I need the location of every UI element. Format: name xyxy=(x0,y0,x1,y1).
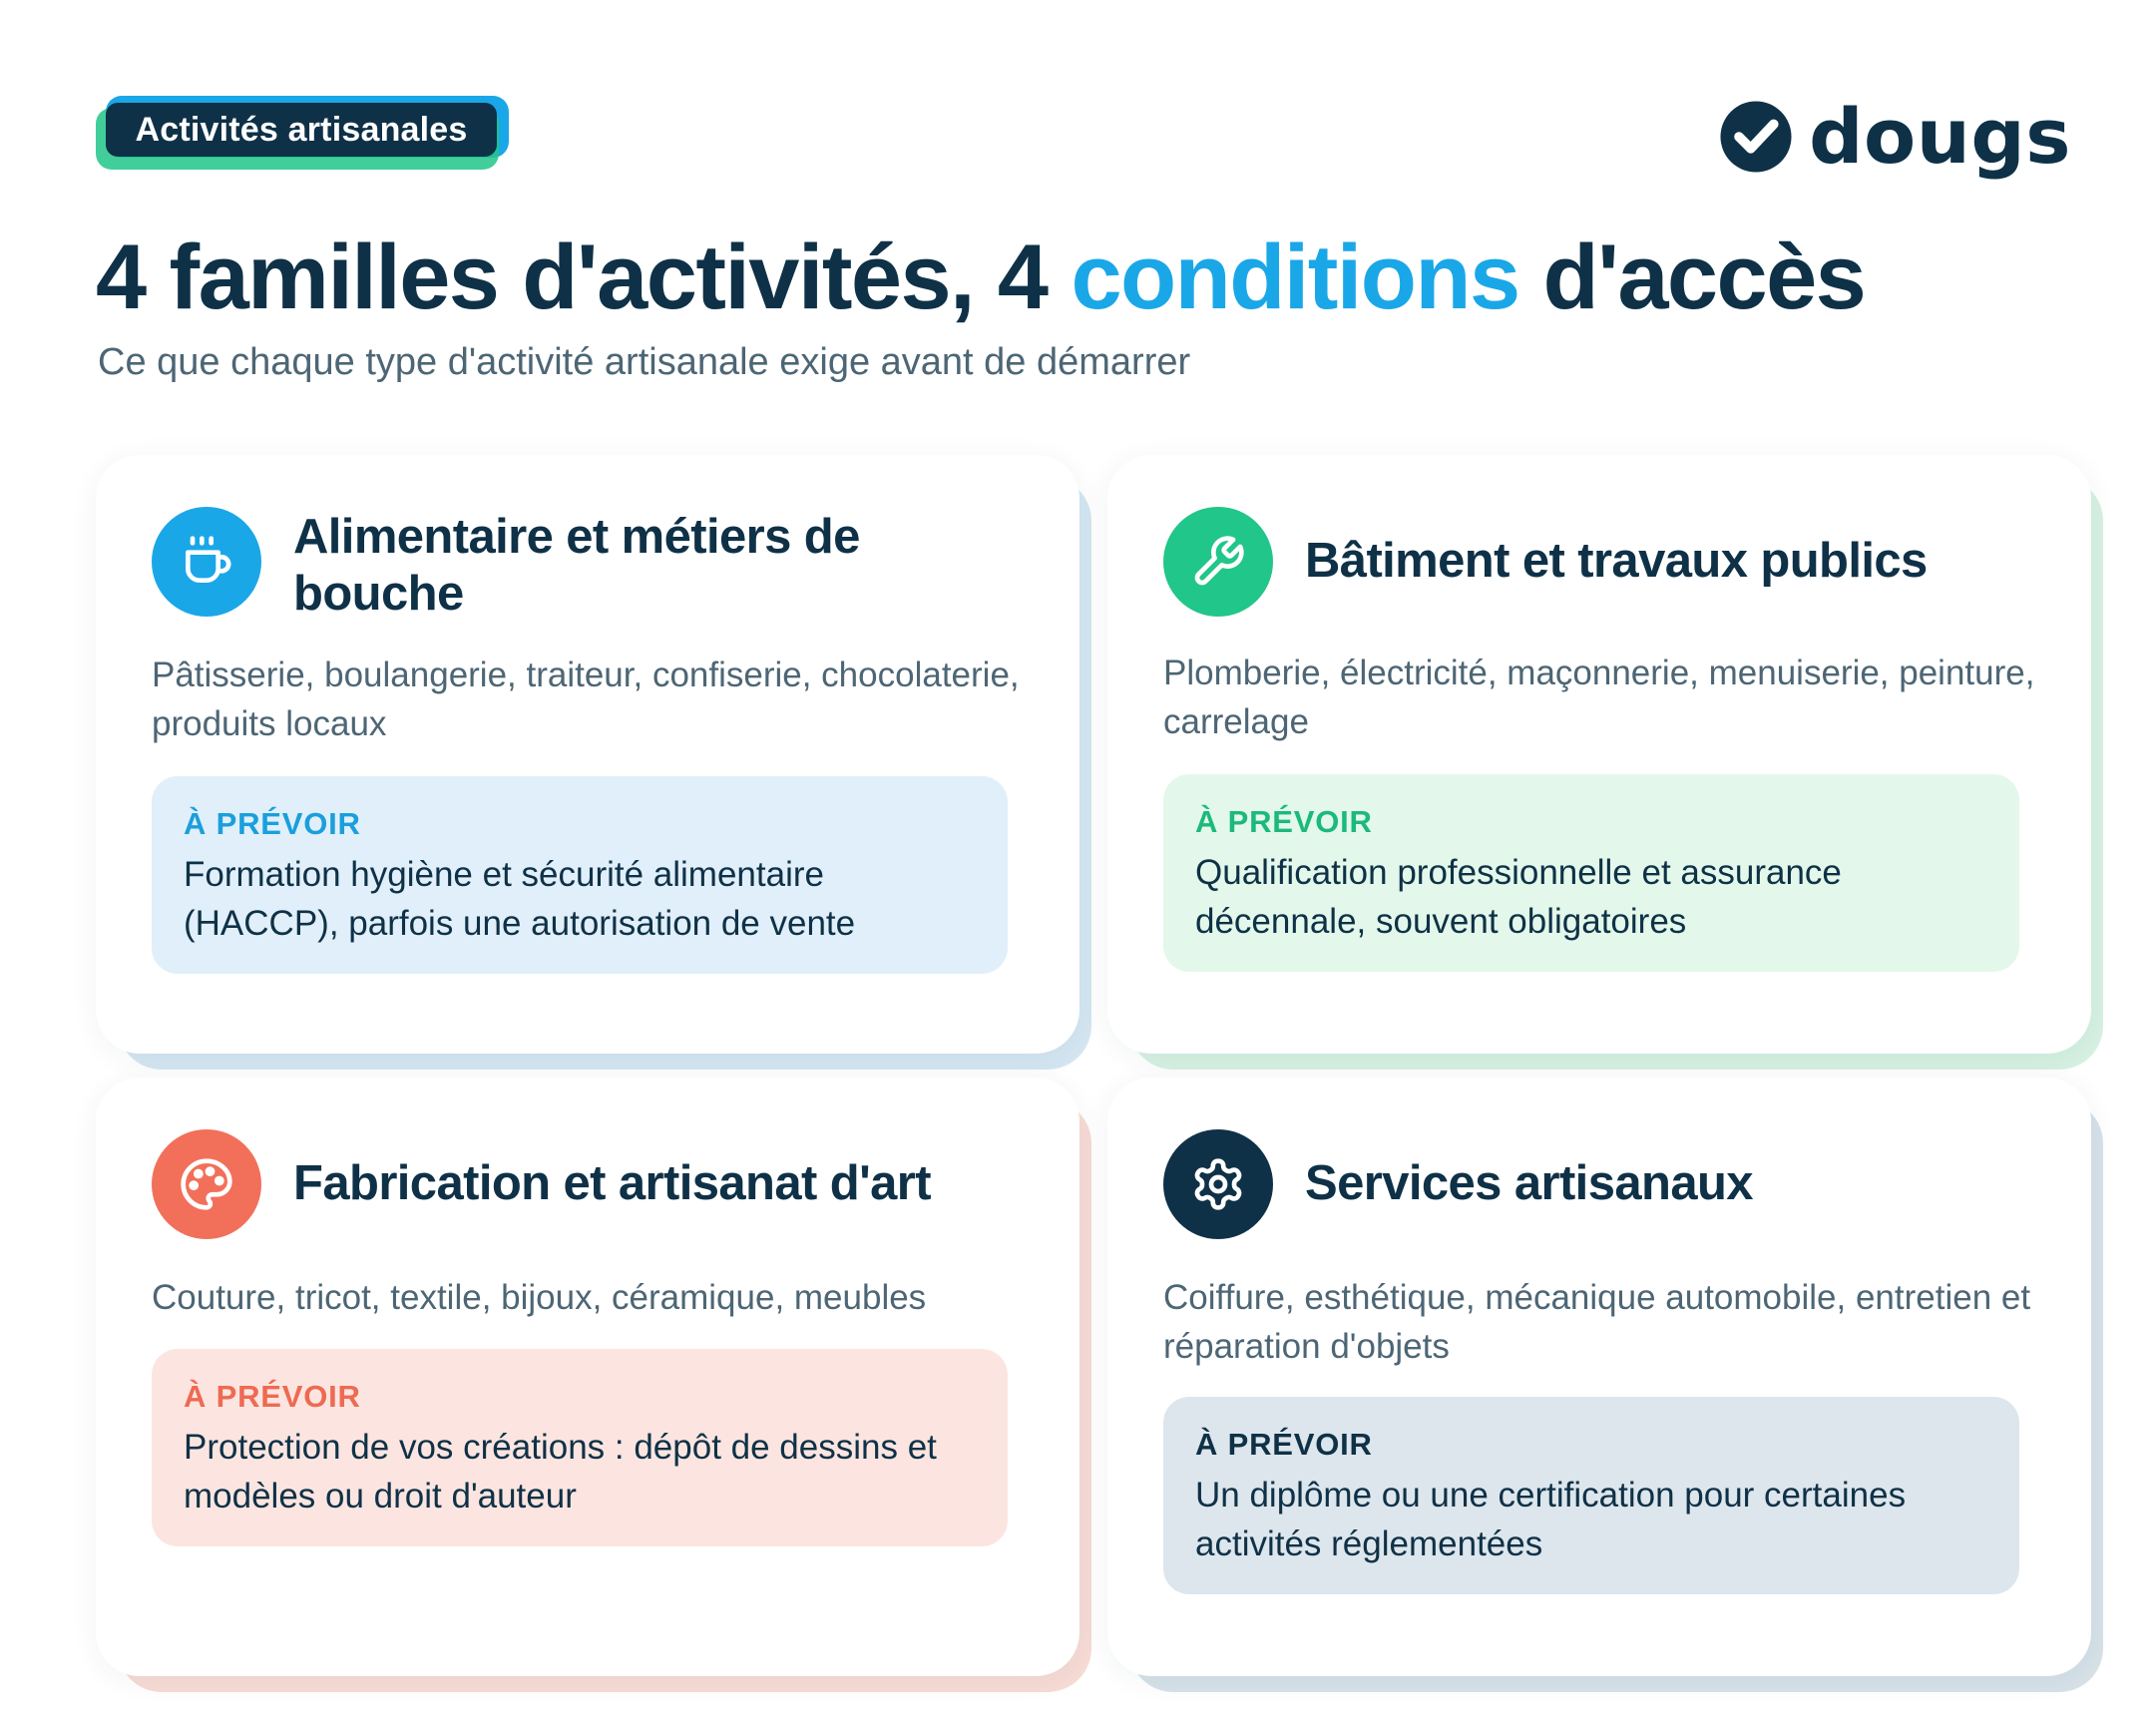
requirement-label: À PRÉVOIR xyxy=(1195,1427,1373,1462)
card-title: Services artisanaux xyxy=(1305,1156,1753,1210)
requirement-label: À PRÉVOIR xyxy=(184,1379,361,1414)
requirement-box xyxy=(1163,774,2019,972)
card-title: Fabrication et artisanat d'art xyxy=(293,1156,931,1210)
requirement-text: Un diplôme ou une certification pour certaines activités réglementées xyxy=(1195,1476,1907,1563)
card-title: Bâtiment et travaux publics xyxy=(1305,534,1928,588)
card-description: Coiffure, esthétique, mécanique automobile, entretien et réparation d'objets xyxy=(1163,1278,2031,1366)
card-alimentaire xyxy=(96,455,1079,1054)
title-part-1: 4 familles d'activités, 4 xyxy=(96,226,1072,328)
card-description: Pâtisserie, boulangerie, traiteur, confiserie, chocolaterie, produits locaux xyxy=(152,655,1020,743)
card-title: Alimentaire et métiers de bouche xyxy=(293,510,860,621)
category-tag xyxy=(96,96,509,172)
page-subtitle: Ce que chaque type d'activité artisanale exige avant de démarrer xyxy=(98,341,1191,383)
requirement-box xyxy=(152,776,1008,974)
title-part-2: d'accès xyxy=(1518,226,1866,328)
card-batiment xyxy=(1107,455,2091,1054)
card-description: Plomberie, électricité, maçonnerie, menuiserie, peinture, carrelage xyxy=(1163,653,2035,741)
requirement-box xyxy=(152,1349,1008,1546)
gear-icon xyxy=(1163,1129,1273,1239)
requirement-label: À PRÉVOIR xyxy=(184,806,361,841)
requirement-text: Qualification professionnelle et assurance décennale, souvent obligatoires xyxy=(1195,853,1842,941)
card-description: Couture, tricot, textile, bijoux, céramique, meubles xyxy=(152,1278,927,1317)
tag-label: Activités artisanales xyxy=(106,103,497,157)
card-body xyxy=(1107,1078,2091,1676)
logo-text: dougs xyxy=(1809,92,2071,181)
card-fabrication xyxy=(96,1078,1079,1676)
card-services xyxy=(1107,1078,2091,1676)
card-body xyxy=(1107,455,2091,1054)
requirement-text: Protection de vos créations : dépôt de dessins et modèles ou droit d'auteur xyxy=(184,1428,937,1516)
card-body xyxy=(96,1078,1079,1676)
title-accent: conditions xyxy=(1071,226,1519,328)
page-title xyxy=(96,227,1865,328)
card-body xyxy=(96,455,1079,1054)
coffee-cup-icon xyxy=(152,507,261,617)
requirement-text: Formation hygiène et sécurité alimentaire (HACCP), parfois une autorisation de vente xyxy=(184,855,856,943)
palette-icon xyxy=(152,1129,261,1239)
requirement-label: À PRÉVOIR xyxy=(1195,804,1373,839)
check-circle-icon xyxy=(1719,100,1793,174)
requirement-box xyxy=(1163,1397,2019,1594)
wrench-icon xyxy=(1163,507,1273,617)
dougs-logo xyxy=(1719,92,2071,182)
